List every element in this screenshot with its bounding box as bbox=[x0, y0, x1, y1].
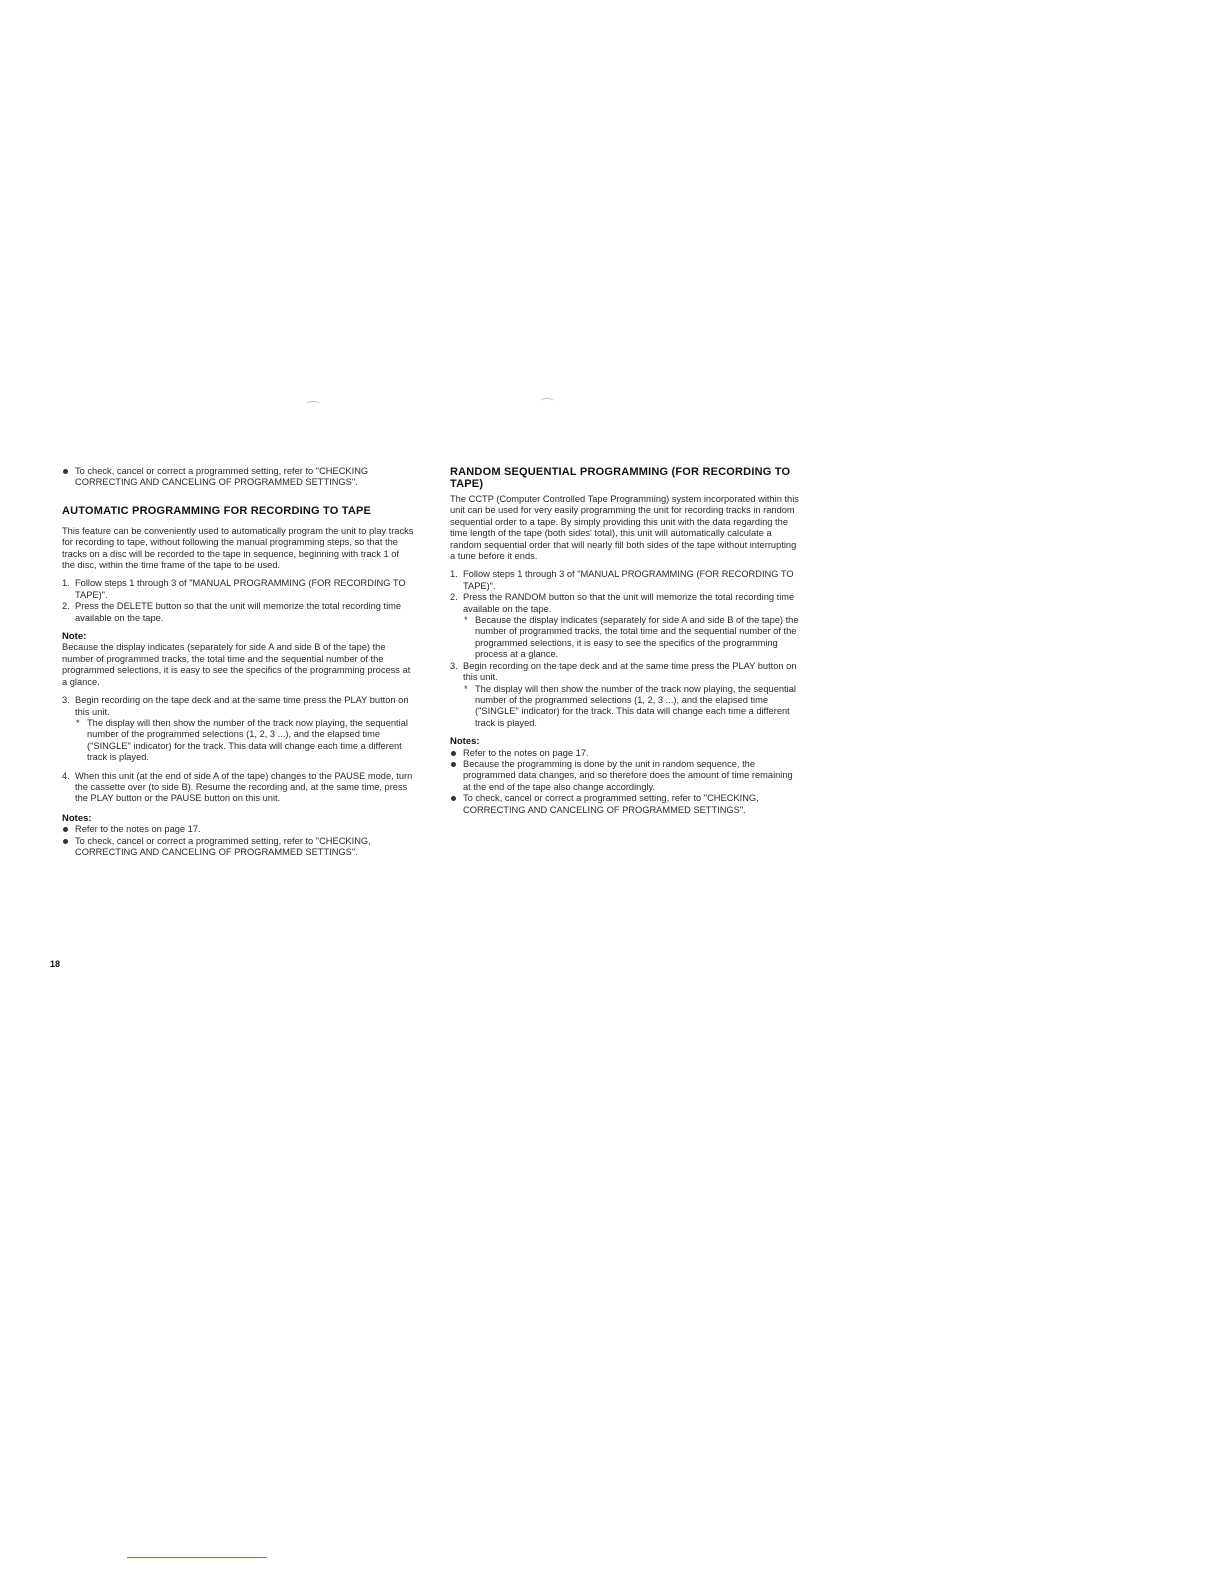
step-text: Begin recording on the tape deck and at the same time press the PLAY button on this unit. bbox=[75, 695, 409, 717]
step-2 bbox=[62, 601, 414, 624]
step-3-detail bbox=[75, 718, 414, 764]
step-text: Begin recording on the tape deck and at the same time press the PLAY button on this unit. bbox=[463, 660, 797, 683]
step-3 bbox=[450, 661, 800, 729]
step-2 bbox=[450, 592, 800, 660]
note-item: Refer to the notes on page 17. bbox=[450, 748, 800, 759]
asterisk-marker: * bbox=[464, 615, 468, 626]
scan-mark bbox=[540, 398, 554, 405]
section-intro: The CCTP (Computer Controlled Tape Programming) system incorporated within this unit can be used for very easily programming the unit for recording tracks in random sequential order to a tape. By simply providing this unit with the data regarding the time length of the tape (both sides' total), this unit will automatically calculate a random sequential order that will nearly fill both sides of the tape without interrupting a tune before it ends. bbox=[450, 494, 799, 562]
step-3-detail bbox=[463, 684, 800, 730]
detail-text: The display will then show the number of the track now playing, the sequential number of the programmed selections (1, 2, 3 ...), and the elapsed time ("SINGLE" indicator) for the track. This data will change each time a different track is played. bbox=[87, 717, 408, 763]
step-number: 1. bbox=[62, 578, 70, 589]
intro-bullet: To check, cancel or correct a programmed setting, refer to "CHECKING CORRECTING AND CANCELING OF PROGRAMMED SETTINGS". bbox=[62, 466, 414, 489]
step-1 bbox=[62, 578, 414, 601]
step-number: 2. bbox=[450, 592, 458, 603]
note-item: Because the programming is done by the unit in random sequence, the programmed data changes, and so therefore does the amount of time remaining at the end of the tape also change accordingly. bbox=[450, 759, 800, 793]
asterisk-marker: * bbox=[464, 683, 468, 694]
step-number: 4. bbox=[62, 770, 70, 781]
asterisk-marker: * bbox=[76, 717, 80, 728]
step-2-detail bbox=[463, 615, 800, 661]
page-number: 18 bbox=[50, 959, 61, 969]
step-number: 3. bbox=[62, 695, 70, 706]
step-text: Follow steps 1 through 3 of "MANUAL PROGRAMMING (FOR RECORDING TO TAPE)". bbox=[75, 578, 406, 600]
step-number: 3. bbox=[450, 660, 458, 671]
step-3 bbox=[62, 695, 414, 763]
detail-text: The display will then show the number of the track now playing, the sequential number of the programmed selections (1, 2, 3 ...), and the elapsed time ("SINGLE" indicator) for the track. This data will change each time a different track is played. bbox=[475, 683, 796, 728]
right-column bbox=[450, 466, 800, 816]
notes-heading: Notes: bbox=[450, 736, 480, 748]
step-text: Follow steps 1 through 3 of "MANUAL PROGRAMMING (FOR RECORDING TO TAPE)". bbox=[463, 569, 794, 591]
section-intro: This feature can be conveniently used to automatically program the unit to play tracks for recording to tape, without following the manual programming steps, so that the tracks on a disc will be recorded to the tape in sequence, beginning with track 1 of the disc, within the time frame of the tape to be used. bbox=[62, 525, 414, 571]
detail-text: Because the display indicates (separately for side A and side B of the tape) the number of programmed tracks, the total time and the sequential number of the programmed selections, it is easy to see the specifics of the programming process at a glance. bbox=[475, 615, 799, 660]
note-item: To check, cancel or correct a programmed setting, refer to "CHECKING, CORRECTING AND CANCELING OF PROGRAMMED SETTINGS". bbox=[62, 836, 414, 859]
step-number: 2. bbox=[62, 601, 70, 612]
bottom-rule bbox=[127, 1557, 267, 1558]
section-heading-automatic: AUTOMATIC PROGRAMMING FOR RECORDING TO TAPE bbox=[62, 504, 372, 517]
notes-heading: Notes: bbox=[62, 812, 92, 824]
note-item: Refer to the notes on page 17. bbox=[62, 824, 414, 835]
left-column bbox=[62, 466, 414, 858]
step-4 bbox=[62, 771, 414, 805]
note-heading: Note: bbox=[62, 631, 87, 643]
note-text: Because the display indicates (separately for side A and side B of the tape) the number of programmed tracks, the total time and the sequential number of the programmed selections, it is easy to see the specifics of the programming process at a glance. bbox=[62, 642, 411, 687]
step-text: Press the DELETE button so that the unit will memorize the total recording time available on the tape. bbox=[75, 601, 402, 623]
step-1 bbox=[450, 569, 800, 592]
step-number: 1. bbox=[450, 569, 458, 580]
step-text: When this unit (at the end of side A of the tape) changes to the PAUSE mode, turn the cassette over (to side B). Resume the recording and, at the same time, press the PLAY button or the PAUSE button on this unit. bbox=[75, 770, 413, 804]
section-heading-random: RANDOM SEQUENTIAL PROGRAMMING (FOR RECORDING TO TAPE) bbox=[450, 466, 791, 490]
note-item: To check, cancel or correct a programmed setting, refer to "CHECKING, CORRECTING AND CANCELING OF PROGRAMMED SETTINGS". bbox=[450, 793, 800, 816]
step-text: Press the RANDOM button so that the unit will memorize the total recording time available on the tape. bbox=[463, 592, 795, 614]
scan-mark bbox=[306, 401, 320, 408]
